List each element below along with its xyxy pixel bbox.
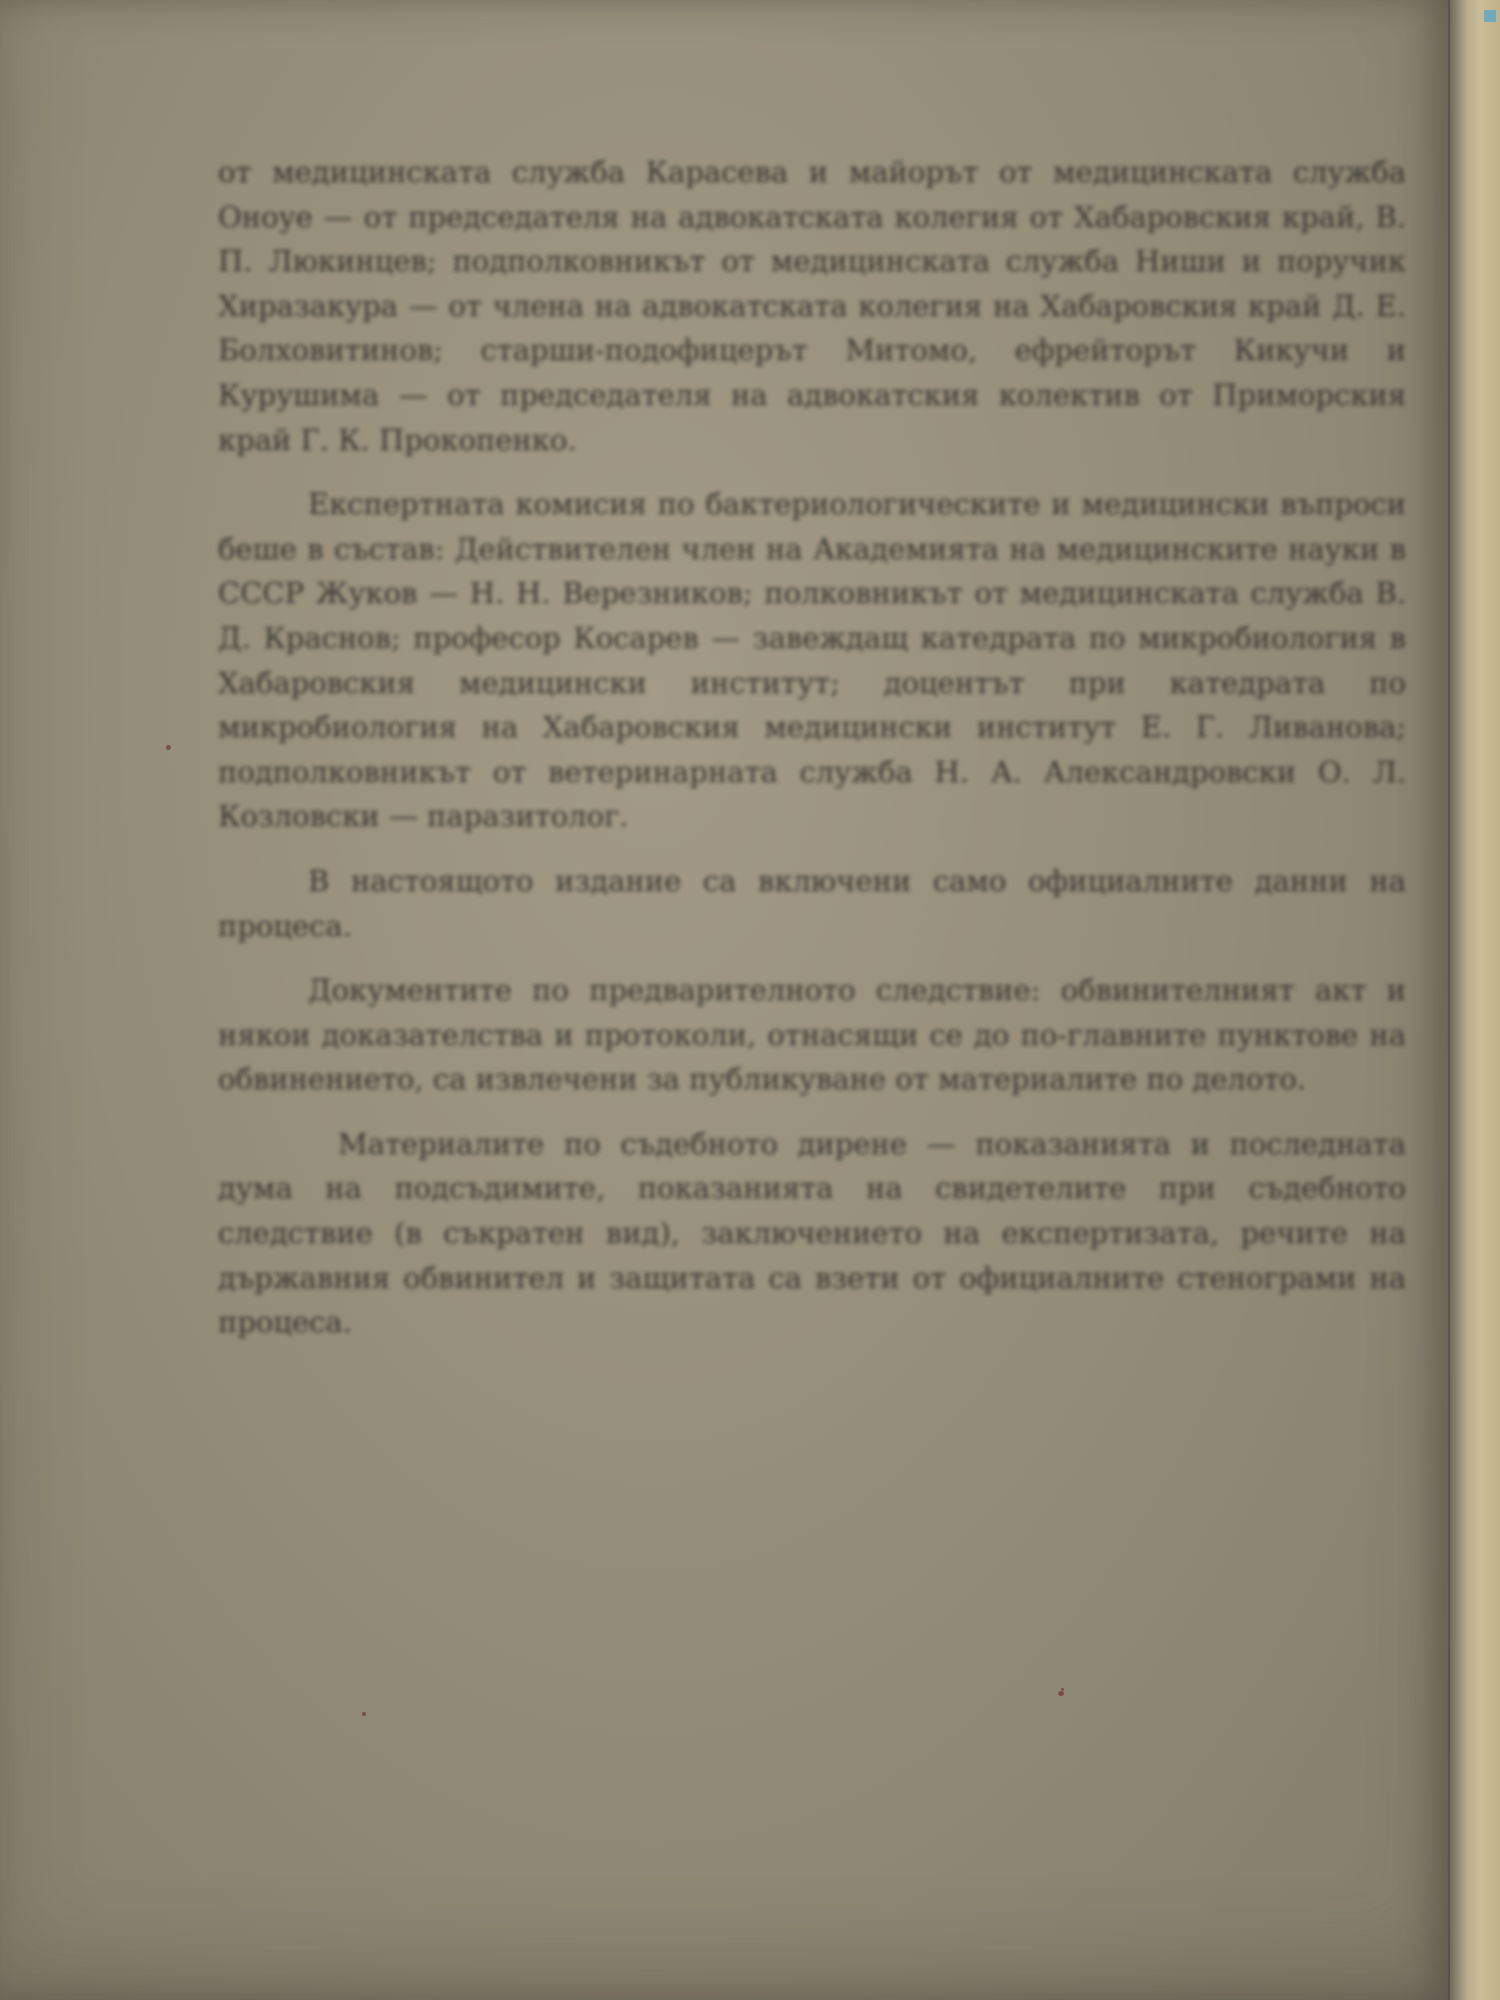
page-text — [218, 150, 1406, 1365]
paragraph-1: от медицинската служба Карасева и майорът от медицинската служба Оноуе — от председателя на адвокатската колегия от Хабаровския край, В. П. Люкинцев; подполковникът от медицинската служба Ниши и поручик Хиразакура — от члена на адвокатската колегия на Хабаровския край Д. Е. Болховитинов; старши-подофицерът Митомо, ефрейторът Кикучи и Курушима — от председателя на адвокатския колектив от Приморския край Г. К. Прокопенко. — [218, 155, 1406, 457]
corner-mark — [1484, 10, 1496, 22]
paragraph-2: Експертната комисия по бактериологическите и медицински въпроси беше в състав: Действителен член на Академията на медицинските науки в СССР Жуков — Н. Н. Верезников; полковникът от медицинската служба В. Д. Краснов; професор Косарев — завеждащ катедрата по микробиология в Хабаровския медицински институт; доцентът при катедрата по микробиология на Хабаровския медицински институт Е. Г. Ливанова; подполковникът от ветеринарната служба Н. А. Александровски О. Л. Козловски — паразитолог. — [218, 487, 1406, 834]
paragraph-5: Материалите по съдебното дирене — показанията и последната дума на подсъдимите, показанията на свидетелите при съдебното следствие (в съкратен вид), заключението на експертизата, речите на държавния обвинител и защитата са взети от официалните стенограми на процеса. — [218, 1126, 1406, 1340]
page-edge — [1450, 0, 1500, 2000]
paper-speck — [166, 745, 171, 750]
paper-speck — [362, 1712, 366, 1716]
paper-speck — [1061, 1688, 1064, 1691]
paper-speck — [1058, 1691, 1064, 1696]
paragraph-3: В настоящото издание са включени само официалните данни на процеса. — [218, 863, 1406, 943]
paragraph-4: Документите по предварителното следствие: обвинителният акт и някои доказателства и протоколи, отнасящи се до по-главните пунктове на обвинението, са извлечени за публикуване от материалите по делото. — [218, 973, 1406, 1097]
